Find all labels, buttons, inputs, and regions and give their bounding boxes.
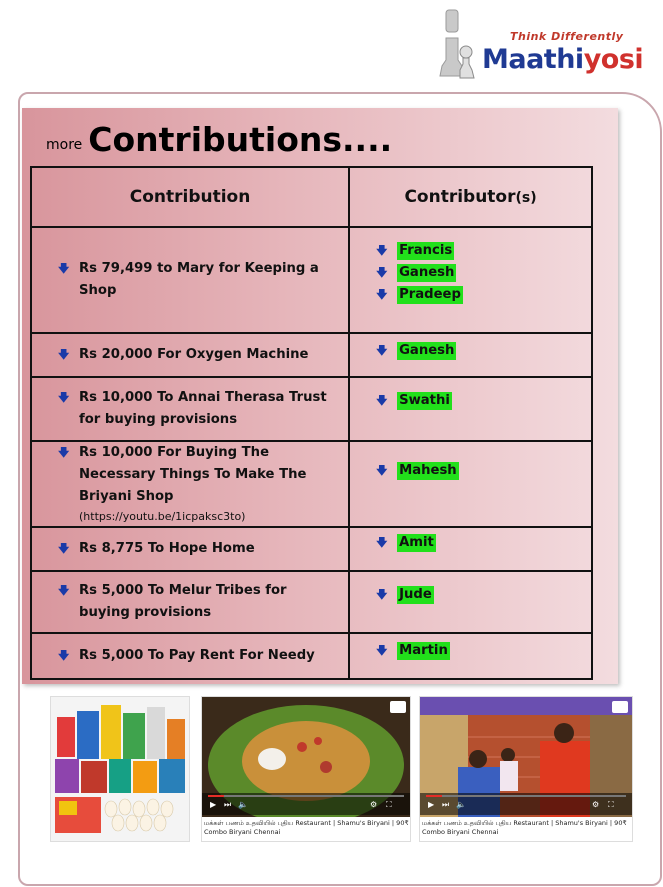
contribution-text: Rs 20,000 For Oxygen Machine xyxy=(79,347,309,362)
brand-part1: Maathi xyxy=(482,44,584,75)
contributors-cell xyxy=(349,227,592,333)
bullet-arrow-icon: 🡇 xyxy=(376,464,388,477)
groceries-photo xyxy=(50,696,190,842)
settings-icon[interactable]: ⚙ xyxy=(370,800,378,809)
contribution-cell xyxy=(31,333,349,377)
bullet-arrow-icon: 🡇 xyxy=(58,262,70,275)
contribution-text: Rs 5,000 To Melur Tribes for buying provisions xyxy=(79,583,287,620)
contributor-name: Ganesh xyxy=(399,343,455,358)
contribution-cell xyxy=(31,441,349,527)
fullscreen-icon[interactable]: ⛶ xyxy=(386,800,392,809)
video-caption: மக்கள் பணம் உதவியில் புதிய Restaurant | Shamu's Biryani | 90₹ Combo Biryani Chennai xyxy=(422,819,627,836)
bullet-arrow-icon: 🡇 xyxy=(58,649,70,662)
contribution-cell xyxy=(31,527,349,571)
table-row xyxy=(31,571,592,633)
table-header-row xyxy=(31,167,592,227)
table-row xyxy=(31,227,592,333)
contribution-cell xyxy=(31,377,349,441)
contributor-name: Mahesh xyxy=(399,463,457,478)
bullet-arrow-icon: 🡇 xyxy=(58,446,70,459)
contributor-name: Amit xyxy=(399,535,434,550)
bullet-arrow-icon: 🡇 xyxy=(376,266,388,279)
video-controls[interactable] xyxy=(202,793,410,815)
bullet-arrow-icon: 🡇 xyxy=(58,391,70,404)
contributor-name: Martin xyxy=(399,643,448,658)
fullscreen-icon[interactable]: ⛶ xyxy=(608,800,614,809)
table-row xyxy=(31,441,592,527)
next-icon[interactable]: ⏭ xyxy=(442,800,450,809)
brand-part2: yosi xyxy=(583,44,644,75)
logo-tagline: Think Differently xyxy=(510,30,624,43)
contributor-name: Francis xyxy=(399,243,453,258)
bullet-arrow-icon: 🡇 xyxy=(376,536,388,549)
volume-icon[interactable]: 🔈 xyxy=(238,800,248,809)
next-icon[interactable]: ⏭ xyxy=(224,800,232,809)
contributors-cell xyxy=(349,633,592,679)
contributor-name: Swathi xyxy=(399,393,450,408)
play-icon[interactable]: ▶ xyxy=(428,800,435,809)
header-contributor-main: Contributor xyxy=(404,187,516,207)
video-controls[interactable] xyxy=(420,793,632,815)
biryani-video-thumbnail[interactable] xyxy=(201,696,411,842)
play-icon[interactable]: ▶ xyxy=(210,800,217,809)
table-row xyxy=(31,377,592,441)
table-row xyxy=(31,633,592,679)
volume-icon[interactable]: 🔈 xyxy=(456,800,466,809)
contribution-text: Rs 10,000 To Annai Therasa Trust for buying provisions xyxy=(79,390,327,427)
contribution-text: Rs 5,000 To Pay Rent For Needy xyxy=(79,648,315,663)
contributors-cell xyxy=(349,571,592,633)
table-row xyxy=(31,527,592,571)
title-main: Contributions.... xyxy=(88,120,393,159)
bullet-arrow-icon: 🡇 xyxy=(376,344,388,357)
contributors-cell xyxy=(349,333,592,377)
contribution-text: Rs 8,775 To Hope Home xyxy=(79,541,255,556)
contributor-name: Pradeep xyxy=(399,287,461,302)
contributors-cell xyxy=(349,441,592,527)
table-row xyxy=(31,333,592,377)
bullet-arrow-icon: 🡇 xyxy=(58,542,70,555)
bullet-arrow-icon: 🡇 xyxy=(376,588,388,601)
bullet-arrow-icon: 🡇 xyxy=(376,244,388,257)
contribution-cell xyxy=(31,571,349,633)
contribution-cell xyxy=(31,633,349,679)
page-title xyxy=(46,120,392,159)
maathiyosi-logo xyxy=(432,8,642,83)
contribution-cell xyxy=(31,227,349,333)
bullet-arrow-icon: 🡇 xyxy=(58,584,70,597)
header-contribution: Contribution xyxy=(31,167,349,227)
contributions-table xyxy=(30,166,593,680)
bullet-arrow-icon: 🡇 xyxy=(376,288,388,301)
video-url[interactable]: (https://youtu.be/1icpaksc3to) xyxy=(79,510,246,523)
header-contributor-suffix: (s) xyxy=(515,190,537,206)
restaurant-video-thumbnail[interactable] xyxy=(419,696,633,842)
logo-brand xyxy=(482,44,643,75)
bullet-arrow-icon: 🡇 xyxy=(376,394,388,407)
contributor-name: Ganesh xyxy=(399,265,455,280)
contribution-text: Rs 10,000 For Buying The Necessary Things To Make The Briyani Shop xyxy=(79,445,307,504)
contribution-text: Rs 79,499 to Mary for Keeping a Shop xyxy=(79,261,319,298)
video-caption: மக்கள் பணம் உதவியில் புதிய Restaurant | Shamu's Biryani | 90₹ Combo Biryani Chennai xyxy=(204,819,409,836)
settings-icon[interactable]: ⚙ xyxy=(592,800,600,809)
bullet-arrow-icon: 🡇 xyxy=(58,348,70,361)
title-prefix: more xyxy=(46,137,83,153)
contributors-cell xyxy=(349,377,592,441)
contributors-cell xyxy=(349,527,592,571)
bullet-arrow-icon: 🡇 xyxy=(376,644,388,657)
contributor-name: Jude xyxy=(399,587,432,602)
header-contributors xyxy=(349,167,592,227)
